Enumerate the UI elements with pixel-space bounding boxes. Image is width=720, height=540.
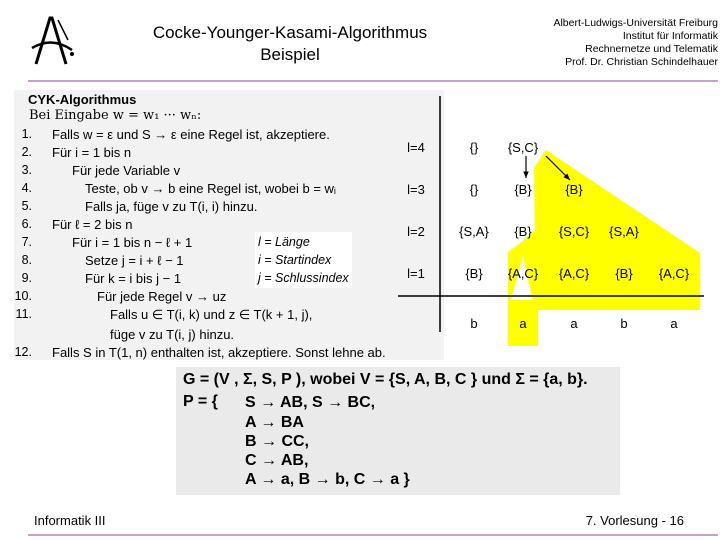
algorithm-line-text: Setze j = i + ℓ − 1 (85, 253, 184, 268)
algorithm-line-number: 11. (15, 307, 32, 321)
table-cell: {B} (514, 224, 532, 239)
production-rule: S → AB, S → BC, (245, 394, 376, 411)
row-label: l=1 (407, 266, 425, 281)
grammar-definition: G = (V , Σ, S, P ), wobei V = {S, A, B, C } und Σ = {a, b}. (183, 371, 588, 388)
algorithm-line-text: Für i = 1 bis n (52, 145, 132, 160)
note-length: l = Länge (258, 235, 310, 249)
algorithm-line-text: Teste, ob v → b eine Regel ist, wobei b = wᵢ (85, 181, 336, 196)
table-cell: {B} (514, 182, 532, 197)
note-start-index: i = Startindex (258, 253, 332, 267)
input-symbol: a (570, 316, 578, 331)
row-label: l=3 (407, 182, 425, 197)
algorithm-line-number: 9. (21, 271, 32, 285)
arrow-down (523, 156, 528, 178)
footer-divider (28, 534, 718, 536)
institution-line-3: Rechnernetze und Telematik (585, 43, 718, 55)
institution-line-1: Albert-Ludwigs-Universität Freiburg (553, 17, 718, 29)
table-cell: {S,A} (459, 224, 489, 239)
algorithm-line-text: Falls S in T(1, n) enthalten ist, akzeptiere. Sonst lehne ab. (52, 345, 386, 360)
algorithm-line-text: Für jede Regel v → uz (97, 289, 227, 304)
note-end-index: j = Schlussindex (258, 271, 349, 285)
algorithm-line-number: 1. (21, 127, 32, 141)
institution-line-2: Institut für Informatik (622, 30, 718, 42)
table-cell: {} (469, 140, 479, 155)
production-rule: B → CC, (245, 433, 309, 450)
table-cell: {A,C} (507, 266, 539, 281)
algorithm-line-number: 4. (21, 181, 32, 195)
footer-course: Informatik III (34, 513, 106, 528)
table-cell: {B} (465, 266, 483, 281)
title-line-2: Beispiel (260, 45, 320, 64)
table-cell: {A,C} (558, 266, 590, 281)
input-symbol: a (670, 316, 678, 331)
algorithm-line-number: 10. (14, 289, 32, 303)
institution-line-4: Prof. Dr. Christian Schindelhauer (565, 56, 718, 68)
algorithm-line-number: 5. (21, 199, 32, 213)
production-label: P = { (183, 393, 218, 410)
algorithm-line-text: füge v zu T(i, j) hinzu. (110, 327, 235, 342)
table-cell: {B} (615, 266, 633, 281)
algorithm-line-text: Falls ja, füge v zu T(i, i) hinzu. (85, 199, 258, 214)
algorithm-line-number: 7. (21, 235, 32, 249)
algorithm-line-text: Für ℓ = 2 bis n (52, 217, 133, 232)
production-rule: A → BA (245, 414, 304, 431)
production-rule: A → a, B → b, C → a } (245, 471, 410, 488)
algorithm-line-text: Für jede Variable v (72, 163, 181, 178)
algorithm-line-number: 6. (21, 217, 32, 231)
algorithm-header: Bei Eingabe w = w₁ ··· wₙ: (29, 108, 202, 123)
table-cell: {A,C} (658, 266, 690, 281)
table-cell: {S,C} (507, 140, 539, 155)
algorithm-line-number: 12. (14, 345, 32, 359)
input-symbol: a (519, 316, 527, 331)
table-cell: {} (469, 182, 479, 197)
algorithm-line-text: Für i = 1 bis n − ℓ + 1 (72, 235, 193, 250)
production-rule: C → AB, (245, 452, 309, 469)
algorithm-line-number: 3. (21, 163, 32, 177)
algorithm-line-text: Falls w = ε und S → ε eine Regel ist, akzeptiere. (52, 127, 330, 142)
row-label: l=4 (407, 140, 425, 155)
input-symbol: b (470, 316, 478, 331)
algorithm-line-number: 8. (21, 253, 32, 267)
row-label: l=2 (407, 224, 425, 239)
algorithm-line-text: Falls u ∈ T(i, k) und z ∈ T(k + 1, j), (110, 307, 313, 322)
title-line-1: Cocke-Younger-Kasami-Algorithmus (152, 23, 428, 42)
table-cell: {S,C} (558, 224, 590, 239)
input-symbol: b (620, 316, 628, 331)
table-cell: {S,A} (609, 224, 639, 239)
algorithm-line-text: Für k = i bis j − 1 (85, 271, 182, 286)
algorithm-title: CYK-Algorithmus (28, 92, 137, 107)
algorithm-line-number: 2. (21, 145, 32, 159)
table-cell: {B} (565, 182, 583, 197)
footer-slide-number: 7. Vorlesung - 16 (585, 513, 684, 528)
